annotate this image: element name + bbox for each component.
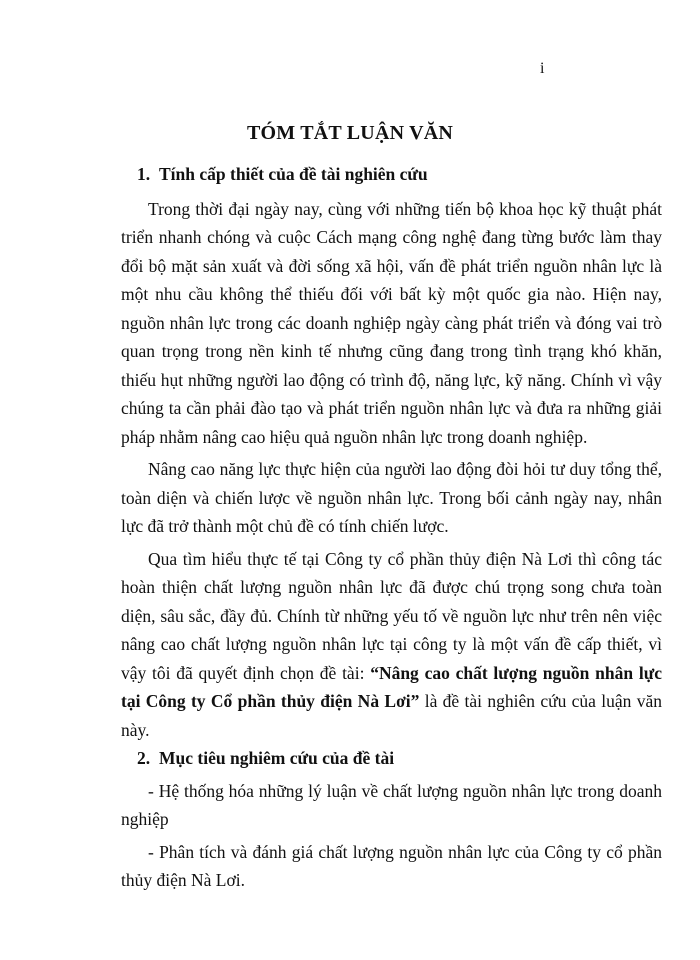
section-2-title: Mục tiêu nghiêm cứu của đề tài bbox=[159, 748, 395, 768]
section-1-paragraph-1: Trong thời đại ngày nay, cùng với những tiến bộ khoa học kỹ thuật phát triển nhanh chóng và cuộc Cách mạng công nghệ đang từng bước làm thay đổi bộ mặt sản xuất và đời sống xã hội, vấn đề phát triển nguồn nhân lực là một nhu cầu không thể thiếu đối với bất kỳ một quốc gia nào. Hiện nay, nguồn nhân lực trong các doanh nghiệp ngày càng phát triển và đóng vai trò quan trọng trong nền kinh tế nhưng cũng đang trong tình trạng khó khăn, thiếu hụt những người lao động có trình độ, năng lực, kỹ năng. Chính vì vậy chúng ta cần phải đào tạo và phát triển nguồn nhân lực và đưa ra những giải pháp nhằm nâng cao hiệu quả nguồn nhân lực trong doanh nghiệp. bbox=[121, 198, 662, 447]
section-1-title: Tính cấp thiết của đề tài nghiên cứu bbox=[159, 164, 428, 184]
section-1-paragraph-3 bbox=[121, 545, 662, 745]
section-1-paragraph-2: Nâng cao năng lực thực hiện của người lao động đòi hỏi tư duy tổng thể, toàn diện và chiến lược về nguồn nhân lực. Trong bối cảnh ngày nay, nhân lực đã trở thành một chủ đề có tính chiến lược. bbox=[121, 459, 662, 536]
objective-item-2: - Phân tích và đánh giá chất lượng nguồn nhân lực của Công ty cổ phần thủy điện Nà Lơi. bbox=[121, 841, 662, 890]
page-title: TÓM TẮT LUẬN VĂN bbox=[246, 122, 453, 144]
document-body bbox=[121, 160, 662, 895]
section-1-heading bbox=[121, 160, 662, 189]
paragraph-3-text-before: Qua tìm hiểu thực tế tại Công ty cổ phần thủy điện Nà Lơi thì công tác hoàn thiện chất lượng nguồn nhân lực đã được chú trọng song chưa toàn diện, sâu sắc, đầy đủ. Chính từ những yếu tố về nguồn lực như trên nên việc nâng cao chất lượng nguồn nhân lực tại công ty là một vấn đề cấp thiết, vì vậy tôi đã quyết định chọn đề tài: bbox=[121, 548, 662, 683]
section-1-number: 1. bbox=[137, 164, 151, 184]
section-2-heading bbox=[121, 744, 662, 773]
objective-item-1: - Hệ thống hóa những lý luận về chất lượng nguồn nhân lực trong doanh nghiệp bbox=[121, 780, 662, 829]
page-number: i bbox=[540, 60, 545, 77]
paragraph-3-text-after: là đề tài nghiên cứu của luận văn này. bbox=[121, 691, 662, 740]
section-2-number: 2. bbox=[137, 748, 151, 768]
thesis-title: “Nâng cao chất lượng nguồn nhân lực tại Công ty Cổ phần thủy điện Nà Lơi” bbox=[121, 662, 663, 711]
